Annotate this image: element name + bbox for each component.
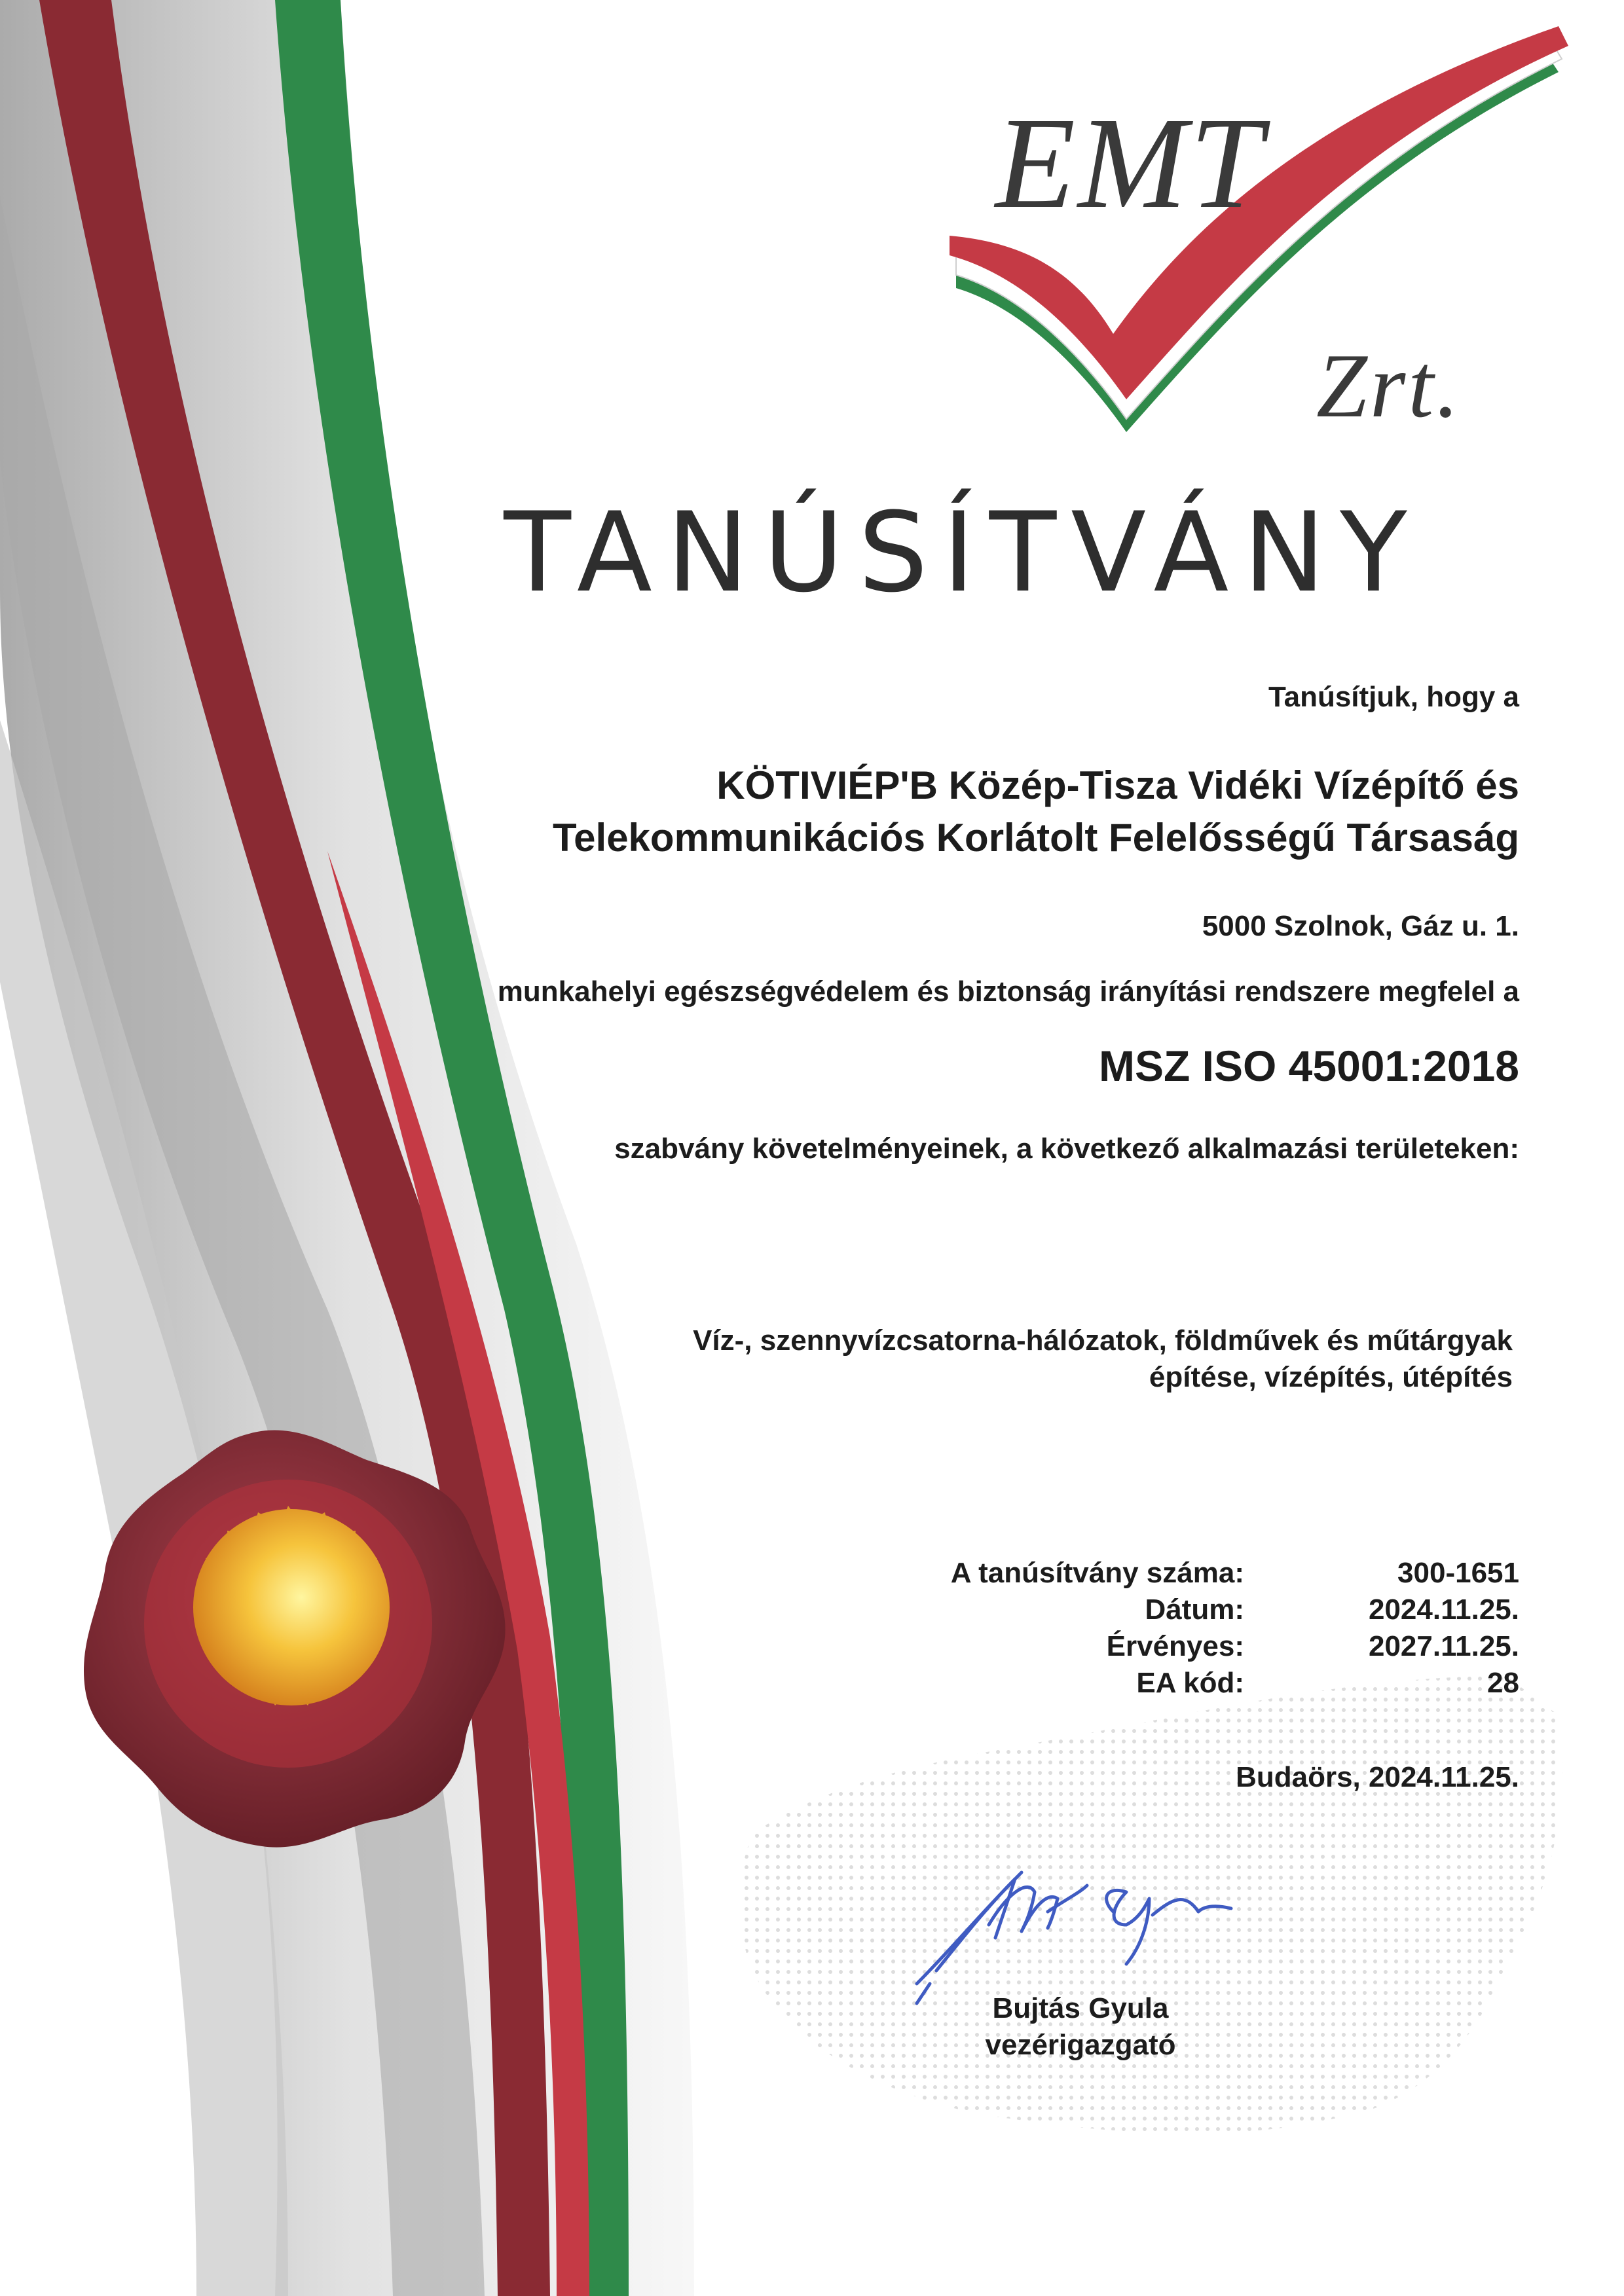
certificate-details xyxy=(877,1555,1519,1702)
detail-label: EA kód: xyxy=(1136,1667,1244,1699)
detail-label: Dátum: xyxy=(1145,1594,1244,1626)
signature xyxy=(891,1853,1283,2010)
certificate-title: TANÚSÍTVÁNY xyxy=(504,488,1422,617)
scope-line2: építése, vízépítés, útépítés xyxy=(1149,1361,1513,1393)
detail-value: 28 xyxy=(1487,1667,1519,1699)
detail-row-date xyxy=(877,1592,1519,1628)
detail-row-ea-code xyxy=(877,1665,1519,1702)
logo-brand: EMT xyxy=(995,91,1265,236)
company-address: 5000 Szolnok, Gáz u. 1. xyxy=(1202,910,1519,942)
logo-suffix: Zrt. xyxy=(1316,335,1462,437)
company-name xyxy=(367,759,1519,864)
detail-label: A tanúsítvány száma: xyxy=(950,1557,1244,1589)
detail-value: 2027.11.25. xyxy=(1368,1630,1519,1662)
detail-value: 2024.11.25. xyxy=(1368,1594,1519,1626)
detail-value: 300-1651 xyxy=(1397,1557,1519,1589)
scope-of-application xyxy=(589,1322,1513,1396)
requirements-text: szabvány követelményeinek, a következő alkalmazási területeken: xyxy=(614,1133,1519,1165)
certificate-intro: Tanúsítjuk, hogy a xyxy=(1268,681,1519,713)
standard-name: MSZ ISO 45001:2018 xyxy=(1098,1042,1519,1090)
scope-line1: Víz-, szennyvízcsatorna-hálózatok, földművek és műtárgyak xyxy=(693,1324,1513,1357)
signatory-name: Bujtás Gyula xyxy=(992,1992,1169,2024)
company-name-line2: Telekommunikációs Korlátolt Felelősségű Társaság xyxy=(552,816,1519,860)
detail-row-valid xyxy=(877,1628,1519,1665)
system-statement: munkahelyi egészségvédelem és biztonság irányítási rendszere megfelel a xyxy=(497,975,1519,1008)
detail-label: Érvényes: xyxy=(1106,1630,1244,1662)
signatory-title: vezérigazgató xyxy=(985,2029,1176,2061)
detail-row-number xyxy=(877,1555,1519,1592)
place-and-date: Budaörs, 2024.11.25. xyxy=(1236,1761,1519,1793)
company-name-line1: KÖTIVIÉP'B Közép-Tisza Vidéki Vízépítő és xyxy=(716,763,1519,807)
